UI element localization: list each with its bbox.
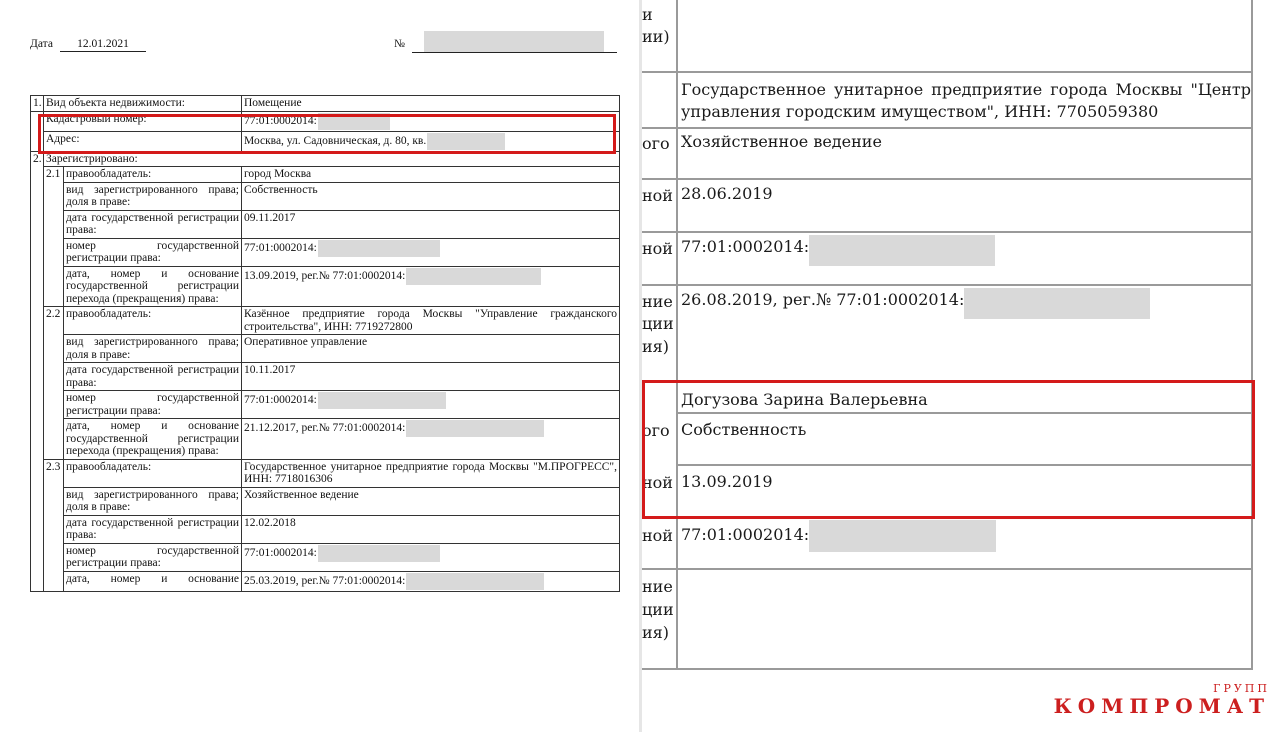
holder-value: Государственное унитарное предприятие города Москвы "Центр управления городским имуществом", ИНН: 7705059380	[681, 80, 1251, 121]
row-divider	[642, 231, 1253, 233]
holder-row	[31, 307, 620, 335]
label-fragment: ции	[642, 600, 674, 619]
transfer-basis-redaction	[406, 420, 544, 437]
row-divider	[642, 178, 1253, 180]
reg-number-label: номер государственной регистрации права:	[64, 543, 242, 571]
label-fragment: ной	[642, 473, 673, 492]
highlight-box-owner	[642, 380, 1255, 519]
object-type-value: Помещение	[242, 96, 620, 112]
reg-number-redaction	[318, 240, 440, 257]
row-divider	[642, 668, 1253, 670]
registered-label: Зарегистрировано:	[44, 151, 620, 167]
cadastral-label: Кадастровый номер:	[44, 111, 242, 131]
table-row	[31, 543, 620, 571]
right-kind-value: Хозяйственное ведение	[242, 487, 620, 515]
table-row	[31, 515, 620, 543]
right-kind-value: Собственность	[681, 420, 807, 439]
object-type-label: Вид объекта недвижимости:	[44, 96, 242, 112]
holder-row	[31, 167, 620, 183]
reg-date-value: 12.02.2018	[242, 515, 620, 543]
reg-date-value: 13.09.2019	[681, 472, 773, 491]
date-value: 12.01.2021	[60, 38, 146, 52]
transfer-basis-value: 25.03.2019, рег.№ 77:01:0002014:	[244, 574, 406, 587]
number-underline	[412, 52, 617, 53]
table-row	[31, 419, 620, 460]
transfer-basis-redaction	[406, 268, 541, 285]
reg-date-label: дата государственной регистрации права:	[64, 210, 242, 238]
reg-number-value: 77:01:0002014:	[244, 241, 317, 254]
number-label: №	[394, 38, 405, 50]
table-row	[31, 238, 620, 266]
watermark-sub: ГРУПП	[1213, 682, 1270, 695]
reg-date-label: дата государственной регистрации права:	[64, 515, 242, 543]
holder-value: город Москва	[242, 167, 620, 183]
reg-date-value: 28.06.2019	[681, 184, 773, 203]
reg-date-value: 10.11.2017	[242, 363, 620, 391]
label-fragment: ной	[642, 186, 673, 205]
row-number: 2.	[31, 151, 44, 591]
label-fragment: ого	[642, 421, 670, 440]
watermark-main: КОМПРОМАТ	[1053, 694, 1270, 718]
label-fragment: ной	[642, 526, 673, 545]
table-row	[31, 266, 620, 307]
label-fragment: ого	[642, 134, 670, 153]
extract-table	[30, 95, 620, 592]
label-fragment: ние	[642, 577, 673, 596]
transfer-basis-value: 21.12.2017, рег.№ 77:01:0002014:	[244, 422, 406, 435]
watermark	[1053, 682, 1270, 718]
reg-number-redaction	[809, 235, 995, 266]
cadastral-value: 77:01:0002014:	[244, 114, 317, 127]
table-row	[31, 391, 620, 419]
table-row	[31, 335, 620, 363]
holder-number: 2.1	[44, 167, 64, 307]
transfer-basis-label: дата, номер и основание государственной регистрации перехода (прекращения) права:	[64, 419, 242, 460]
holder-number: 2.2	[44, 307, 64, 460]
reg-number-redaction	[318, 392, 446, 409]
transfer-basis-redaction	[964, 288, 1150, 319]
number-redaction	[424, 31, 604, 53]
row-number: 1.	[31, 96, 44, 112]
holder-label: правообладатель:	[64, 167, 242, 183]
label-fragment: ной	[642, 239, 673, 258]
holder-value: Догузова Зарина Валерьевна	[681, 390, 928, 409]
label-fragment: ия)	[642, 337, 669, 356]
right-kind-value: Оперативное управление	[242, 335, 620, 363]
reg-number-label: номер государственной регистрации права:	[64, 238, 242, 266]
right-kind-label: вид зарегистрированного права; доля в праве:	[64, 487, 242, 515]
row-divider	[642, 71, 1253, 73]
reg-number-value: 77:01:0002014:	[681, 525, 810, 544]
table-row	[31, 182, 620, 210]
reg-number-value: 77:01:0002014:	[681, 237, 810, 256]
label-fragment: и	[642, 5, 653, 24]
address-value: Москва, ул. Садовническая, д. 80, кв.	[244, 134, 427, 147]
transfer-basis-value: 26.08.2019, рег.№ 77:01:0002014:	[681, 290, 965, 309]
label-fragment: ии)	[642, 27, 670, 46]
reg-date-label: дата государственной регистрации права:	[64, 363, 242, 391]
table-row	[31, 487, 620, 515]
transfer-basis-label: дата, номер и основание	[64, 571, 242, 591]
reg-number-value: 77:01:0002014:	[244, 394, 317, 407]
reg-number-label: номер государственной регистрации права:	[64, 391, 242, 419]
right-document-page	[642, 0, 1280, 732]
holder-value: Государственное унитарное предприятие города Москвы "М.ПРОГРЕСС", ИНН: 7718016306	[242, 459, 620, 487]
date-label: Дата	[30, 38, 53, 50]
table-row	[31, 363, 620, 391]
address-label: Адрес:	[44, 131, 242, 151]
right-kind-value: Хозяйственное ведение	[681, 132, 882, 151]
right-kind-value: Собственность	[242, 182, 620, 210]
table-row	[31, 571, 620, 591]
reg-number-redaction	[809, 520, 996, 552]
highlight-box-cadastral	[38, 114, 616, 154]
label-fragment: ции	[642, 314, 674, 333]
holder-number: 2.3	[44, 459, 64, 591]
transfer-basis-value: 13.09.2019, рег.№ 77:01:0002014:	[244, 269, 406, 282]
row-divider	[642, 127, 1253, 129]
holder-label: правообладатель:	[64, 307, 242, 335]
label-fragment: ние	[642, 292, 673, 311]
reg-number-value: 77:01:0002014:	[244, 546, 317, 559]
transfer-basis-label: дата, номер и основание государственной регистрации перехода (прекращения) права:	[64, 266, 242, 307]
table-row	[31, 210, 620, 238]
holder-label: правообладатель:	[64, 459, 242, 487]
holder-row	[31, 459, 620, 487]
reg-number-redaction	[318, 545, 440, 562]
left-document-page	[0, 0, 639, 732]
table-row	[31, 96, 620, 112]
right-kind-label: вид зарегистрированного права; доля в праве:	[64, 335, 242, 363]
transfer-basis-redaction	[406, 573, 544, 590]
row-divider	[642, 568, 1253, 570]
label-fragment: ия)	[642, 623, 669, 642]
right-kind-label: вид зарегистрированного права; доля в праве:	[64, 182, 242, 210]
reg-date-value: 09.11.2017	[242, 210, 620, 238]
row-divider	[642, 284, 1253, 286]
holder-value: Казённое предприятие города Москвы "Управление гражданского строительства", ИНН: 7719272800	[242, 307, 620, 335]
